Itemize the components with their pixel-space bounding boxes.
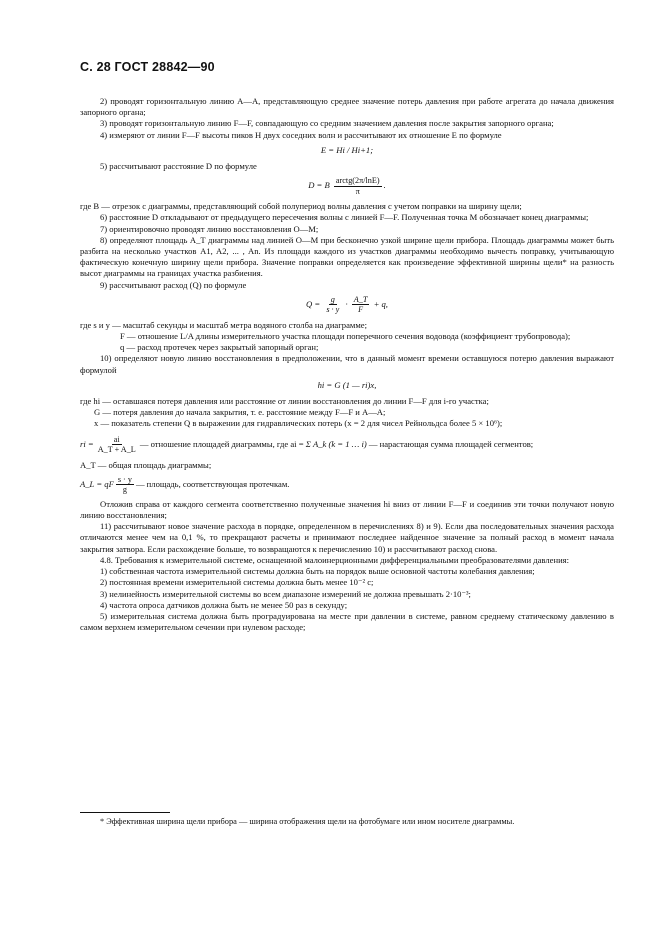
formula-q: Q = $\frac{g}{s \cdot y}$ · $\frac{A\_T}{F}$ + q, xyxy=(306,294,388,315)
definition-value: расход протечек через закрытый запорный орган; xyxy=(137,342,319,353)
definition-g xyxy=(80,407,614,418)
formula-q-den-1: s · y xyxy=(326,305,340,315)
paragraph: 5) рассчитывают расстояние D по формуле xyxy=(100,161,257,172)
formula-al-num: s · y xyxy=(117,474,132,484)
definition-value: общая площадь диаграммы; xyxy=(108,459,212,470)
paragraph: 8) определяют площадь A_T диаграммы над линией O—M при бесконечно узкой ширине щели прибора. Площадь диаграммы может быть разбита на несколько участков A1, A2, ... , An. Из площади каждого из участков диаграммы необходимо вычесть поправку, учитывающую фактическую конечную ширину щели прибора. Значение поправки определяется как произведение эффективной ширины щели* на разность высот диаграммы на границах участка разбиения. xyxy=(80,234,614,279)
formula-e: E = Hi / Hi+1; xyxy=(320,144,374,155)
definition-value: потеря давления до начала закрытия, т. е. расстояние между F—F и A—A; xyxy=(113,407,386,418)
paragraph: 4) измеряют от линии F—F высоты пиков H двух соседних волн и рассчитывают их отношение E по формуле xyxy=(100,129,502,140)
formula-al-lhs: A_L = qF xyxy=(80,479,114,490)
formula-q-fraction-1 xyxy=(324,295,341,315)
formula-q-tail: + q, xyxy=(373,298,388,309)
paragraph: 10) определяют новую линию восстановления в предположении, что в данный момент времени оставшуюся потерю давления выражают формулой xyxy=(80,353,614,375)
definition-key: q — xyxy=(120,342,136,353)
definition-key: x — xyxy=(94,418,110,429)
formula-ri xyxy=(80,435,614,455)
formula-al-text: — площадь, соответствующая протечкам. xyxy=(135,479,290,490)
formula-q-den-2: F xyxy=(358,305,364,315)
definition-x xyxy=(80,418,614,429)
definition-value: показатель степени Q в выражении для гидравлических потерь (x = 2 для чисел Рейнольдса более 5 × 10⁶); xyxy=(111,418,503,429)
formula-ri-fraction xyxy=(96,435,138,455)
formula-ri-text-2: — нарастающая сумма площадей сегментов; xyxy=(368,439,534,450)
formula-q-num-2: A_T xyxy=(353,294,368,304)
paragraph: 11) рассчитывают новое значение расхода в порядке, определенном в перечислениях 8) и 9). Если два последовательных значения расхода отличаются менее чем на 0,1 %, то прекращают расчеты и принимают последнее найденное значение за полный расход в момент начала закрытия затвора. Если расхождение больше, то возвращаются к перечислению 10) и рассчитывают расход снова. xyxy=(80,521,614,554)
definition-sy xyxy=(80,320,614,331)
formula-q-lhs: Q = xyxy=(306,298,321,309)
formula-q-num-1: g xyxy=(330,294,335,304)
definition-key: A_T — xyxy=(80,459,107,470)
definition-key: F — xyxy=(120,331,136,342)
formula-ri-text-1: — отношение площадей диаграммы, где ai = xyxy=(139,439,304,450)
document-body xyxy=(80,96,614,633)
formula-ri-num: ai xyxy=(113,434,120,444)
page-header: С. 28 ГОСТ 28842—90 xyxy=(80,60,215,74)
definition-b xyxy=(80,201,614,212)
definition-value: отрезок с диаграммы, представляющий собой полупериод волны давления с учетом поправки на ширину щели; xyxy=(112,201,522,212)
paragraph: 9) рассчитывают расход (Q) по формуле xyxy=(100,279,247,290)
paragraph: 3) нелинейность измерительной системы во всем диапазоне измерений не должна превышать 2·10⁻³; xyxy=(100,588,471,599)
formula-al-den: g xyxy=(122,485,127,495)
paragraph: Отложив справа от каждого сегмента соответственно полученные значения hi вниз от линии F—F и соединив эти точки получают новую линию восстановления; xyxy=(80,498,614,521)
definition-key: G — xyxy=(94,407,111,418)
definition-hi xyxy=(80,396,614,407)
paragraph: 2) проводят горизонтальную линию A—A, представляющую среднее значение потерь давления при работе агрегата до начала движения запорного органа; xyxy=(80,96,614,118)
formula-ri-sum: Σ A_k (k = 1 … i) xyxy=(305,439,367,450)
formula-d-numerator: arctg(2π/lnE) xyxy=(335,176,380,186)
paragraph: 4.8. Требования к измерительной системе, оснащенной малоинерционными дифференциальными преобразователями давления: xyxy=(100,554,570,565)
definition-at xyxy=(80,460,614,471)
formula-ri-lhs: ri = xyxy=(80,439,94,450)
formula-ri-den: A_T + A_L xyxy=(97,445,136,455)
paragraph: 5) измерительная система должна быть проградуирована на месте при давлении в системе, равном среднему статическому давлению в самом верхнем измерительном сечении при нулевом расходе; xyxy=(80,610,614,633)
formula-d: D = B $\frac{\text{arctg(2π/lnE)}}{\pi}$ . xyxy=(308,176,386,196)
formula-d-lhs: D = B xyxy=(308,180,330,191)
formula-al-fraction xyxy=(116,475,134,495)
definition-key: где hi — xyxy=(80,396,111,407)
definition-key: где s и y — xyxy=(80,319,121,330)
formula-d-denominator: π xyxy=(355,186,360,196)
paragraph: 6) расстояние D откладывают от предыдущего пересечения волны с линией F—F. Полученная точка M обозначает конец диаграммы; xyxy=(100,212,589,223)
definition-value: масштаб секунды и масштаб метра водяного столба на диаграмме; xyxy=(122,319,367,330)
formula-d-fraction xyxy=(334,176,382,196)
paragraph: 1) собственная частота измерительной системы должна быть на порядок выше основной частоты колебания давления; xyxy=(100,566,535,577)
definition-q xyxy=(80,342,614,353)
definition-key: где B — xyxy=(80,201,110,212)
paragraph: 7) ориентировочно проводят линию восстановления O—M; xyxy=(100,223,319,234)
footnote-divider xyxy=(80,812,170,813)
definition-f xyxy=(80,331,614,342)
definition-value: оставшаяся потеря давления или расстояние от линии восстановления до линии F—F для i-го участка; xyxy=(113,396,489,407)
formula-h: hi = G (1 — ri)x, xyxy=(317,379,377,390)
paragraph: 4) частота опроса датчиков должна быть не менее 50 раз в секунду; xyxy=(100,599,348,610)
footnote: * Эффективная ширина щели прибора — ширина отображения щели на фотобумаге или ином носителе диаграммы. xyxy=(100,817,515,826)
formula-al xyxy=(80,475,614,495)
paragraph: 2) постоянная времени измерительной системы должна быть менее 10⁻² с; xyxy=(100,577,374,588)
definition-value: отношение L/A длины измерительного участка площади поперечного сечения водовода (коэффициент трубопровода); xyxy=(137,331,571,342)
paragraph: 3) проводят горизонтальную линию F—F, совпадающую со средним значением давления после закрытия запорного органа; xyxy=(100,118,554,129)
formula-q-fraction-2 xyxy=(352,295,370,315)
